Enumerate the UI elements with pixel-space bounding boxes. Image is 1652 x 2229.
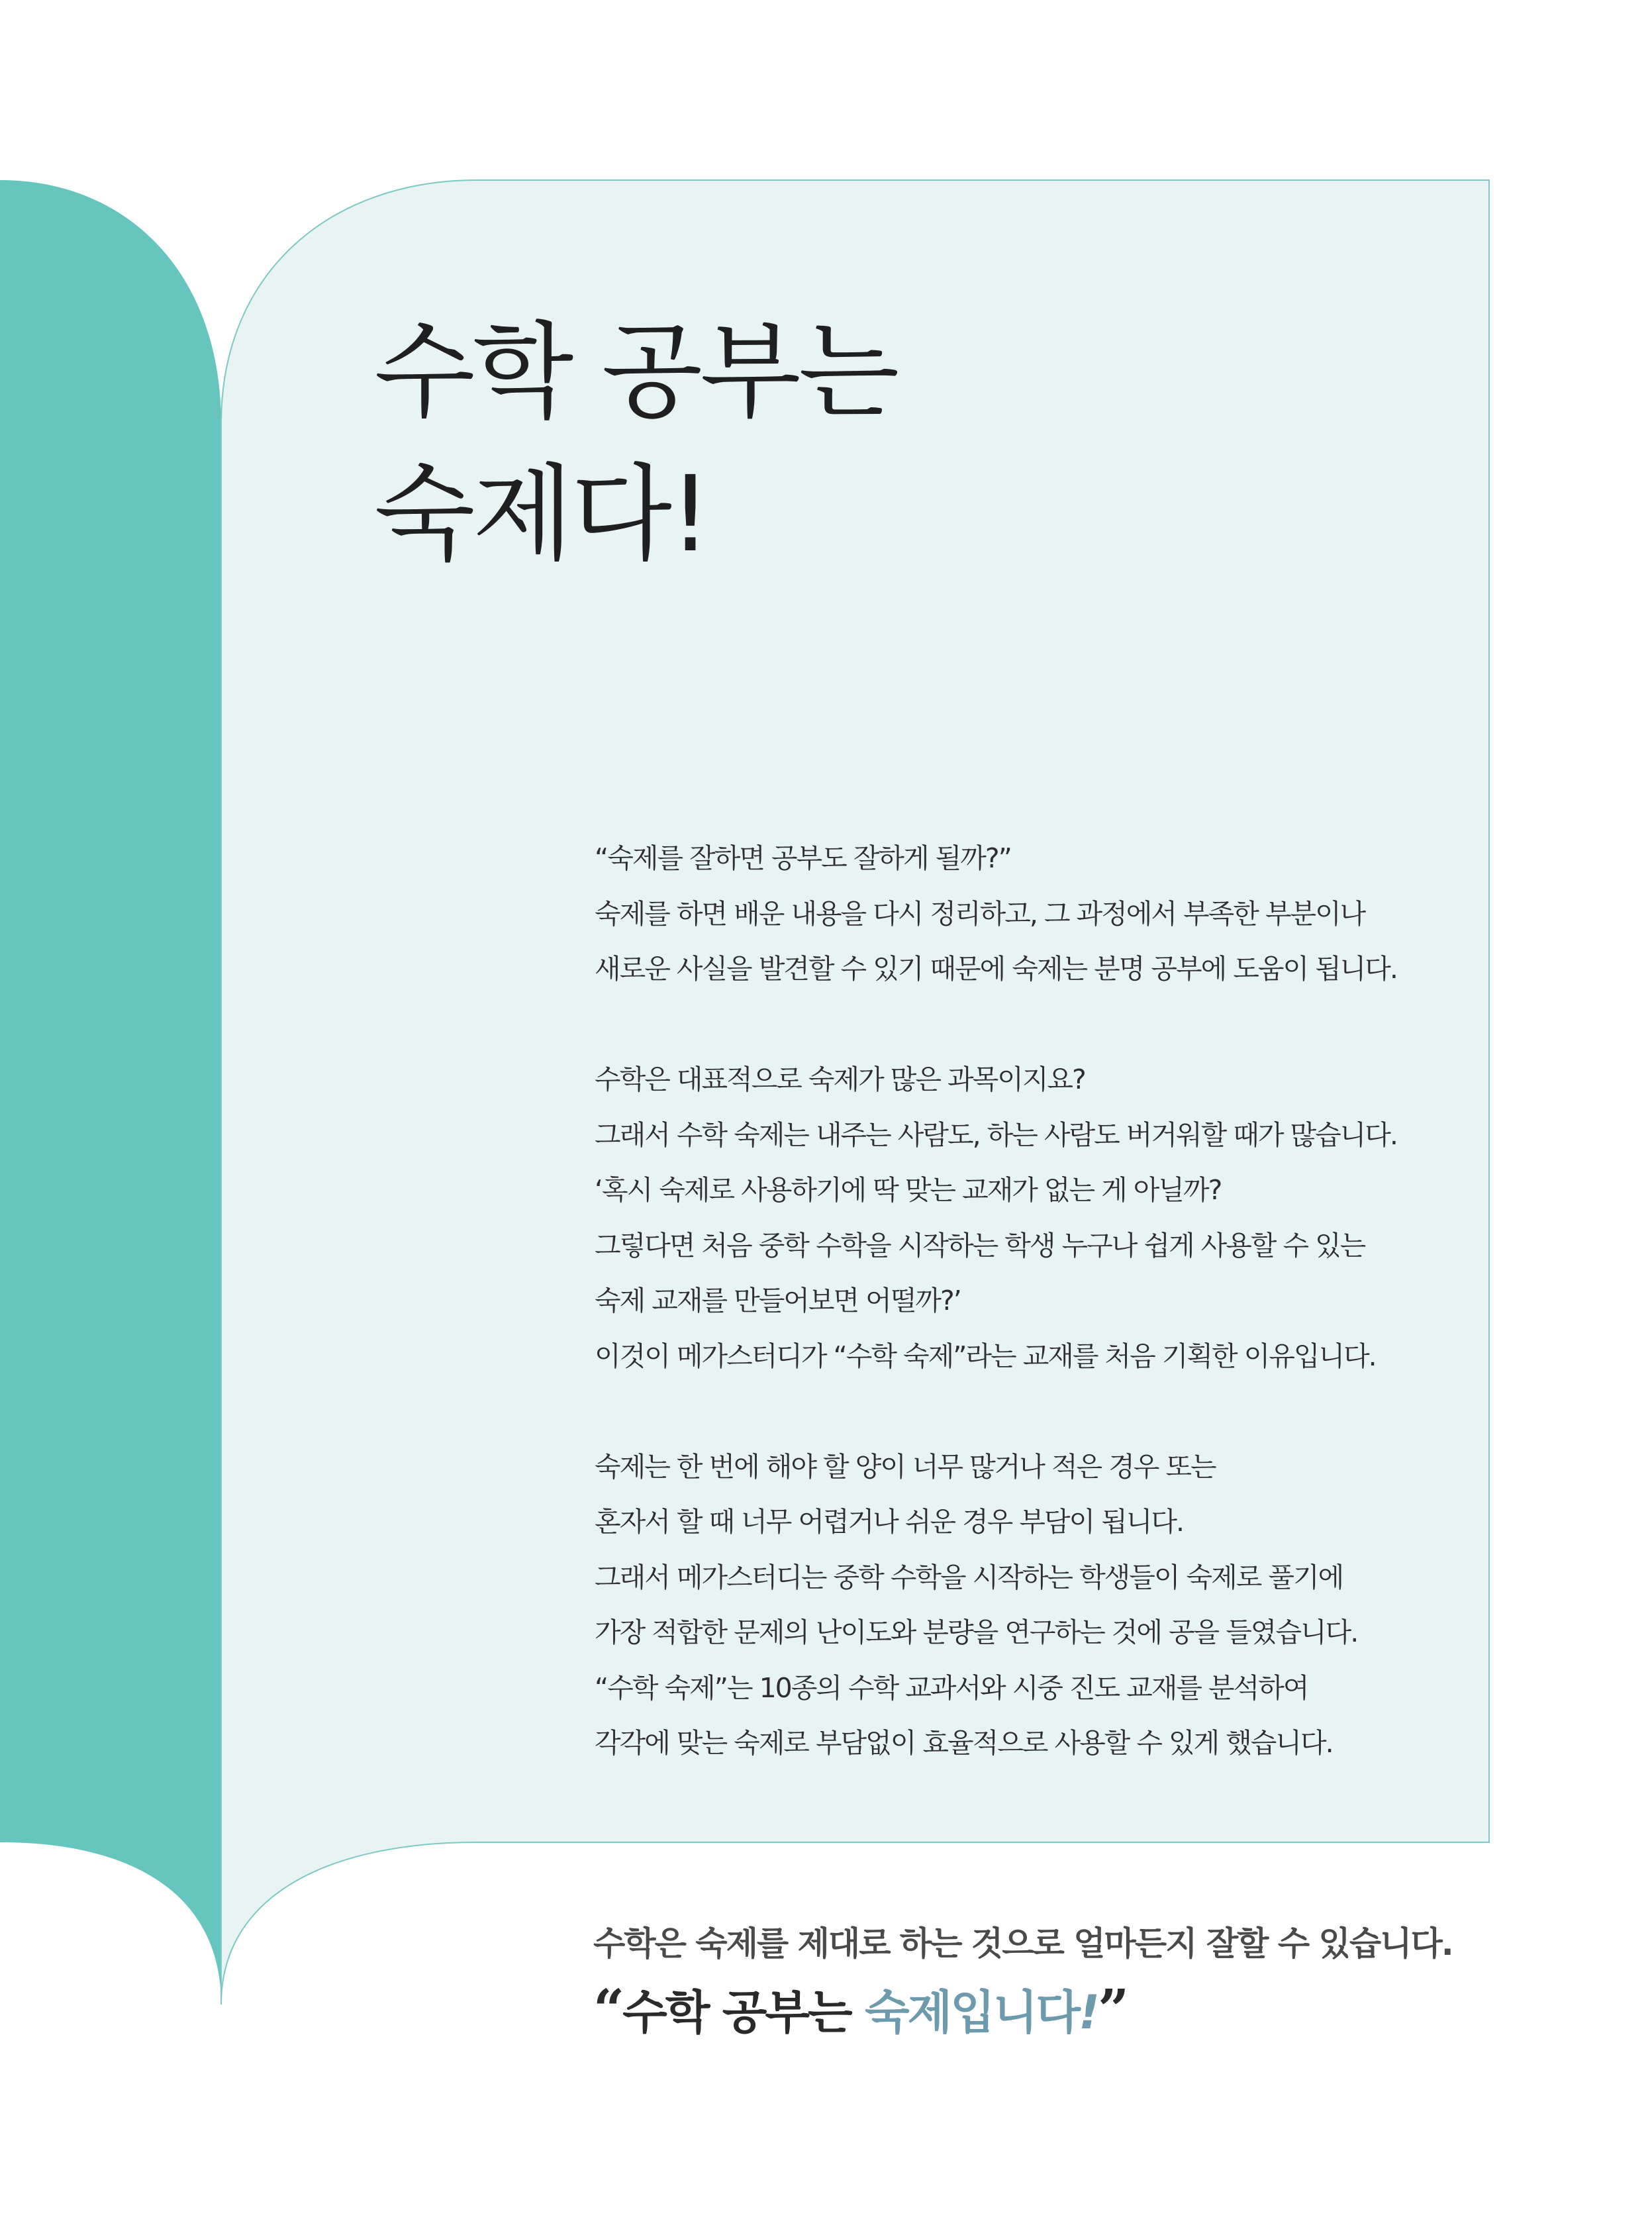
paragraph-approach (595, 1440, 1455, 1771)
body-line: 각각에 맞는 숙제로 부담없이 효율적으로 사용할 수 있게 했습니다. (595, 1727, 1333, 1759)
body-line: 숙제 교재를 만들어보면 어떨까?’ (595, 1285, 961, 1316)
body-line: ‘혹시 숙제로 사용하기에 딱 맞는 교재가 없는 게 아닐까? (595, 1174, 1222, 1206)
body-line: 이것이 메가스터디가 “수학 숙제”라는 교재를 처음 기획한 이유입니다. (595, 1340, 1376, 1372)
body-line: 가장 적합한 문제의 난이도와 분량을 연구하는 것에 공을 들였습니다. (595, 1616, 1358, 1648)
title-line: 숙제다! (374, 454, 709, 575)
paragraph-motivation (595, 1052, 1455, 1384)
body-text (595, 831, 1455, 1771)
open-quote: “ (593, 1978, 623, 2042)
body-line: 수학은 대표적으로 숙제가 많은 과목이지요? (595, 1064, 1085, 1095)
slogan-highlight: 숙제입니다 (865, 1985, 1079, 2040)
close-quote: ” (1098, 1978, 1128, 2042)
body-line: 그래서 수학 숙제는 내주는 사람도, 하는 사람도 버거워할 때가 많습니다. (595, 1118, 1397, 1151)
title-line: 수학 공부는 (374, 311, 897, 433)
body-line: “수학 숙제”는 10종의 수학 교과서와 시중 진도 교재를 분석하여 (595, 1671, 1308, 1704)
teal-page-band (0, 180, 221, 2005)
closing-subtitle: 수학은 숙제를 제대로 하는 것으로 얼마든지 잘할 수 있습니다. (593, 1924, 1453, 1963)
page-title (374, 301, 897, 586)
slogan-prefix: 수학 공부는 (622, 1985, 865, 2040)
closing-statement (593, 1917, 1453, 2046)
body-line: 새로운 사실을 발견할 수 있기 때문에 숙제는 분명 공부에 도움이 됩니다. (595, 953, 1397, 985)
body-line: 그렇다면 처음 중학 수학을 시작하는 학생 누구나 쉽게 사용할 수 있는 (595, 1229, 1365, 1262)
paragraph-intro (595, 831, 1455, 997)
slogan-exclaim: ! (1079, 1985, 1098, 2040)
body-line: 혼자서 할 때 너무 어렵거나 쉬운 경우 부담이 됩니다. (595, 1506, 1184, 1538)
closing-slogan (593, 1977, 1453, 2046)
body-line: “숙제를 잘하면 공부도 잘하게 될까?” (595, 842, 1011, 874)
body-line: 숙제를 하면 배운 내용을 다시 정리하고, 그 과정에서 부족한 부분이나 (595, 897, 1365, 930)
body-line: 숙제는 한 번에 해야 할 양이 너무 많거나 적은 경우 또는 (595, 1450, 1216, 1483)
body-line: 그래서 메가스터디는 중학 수학을 시작하는 학생들이 숙제로 풀기에 (595, 1561, 1343, 1593)
